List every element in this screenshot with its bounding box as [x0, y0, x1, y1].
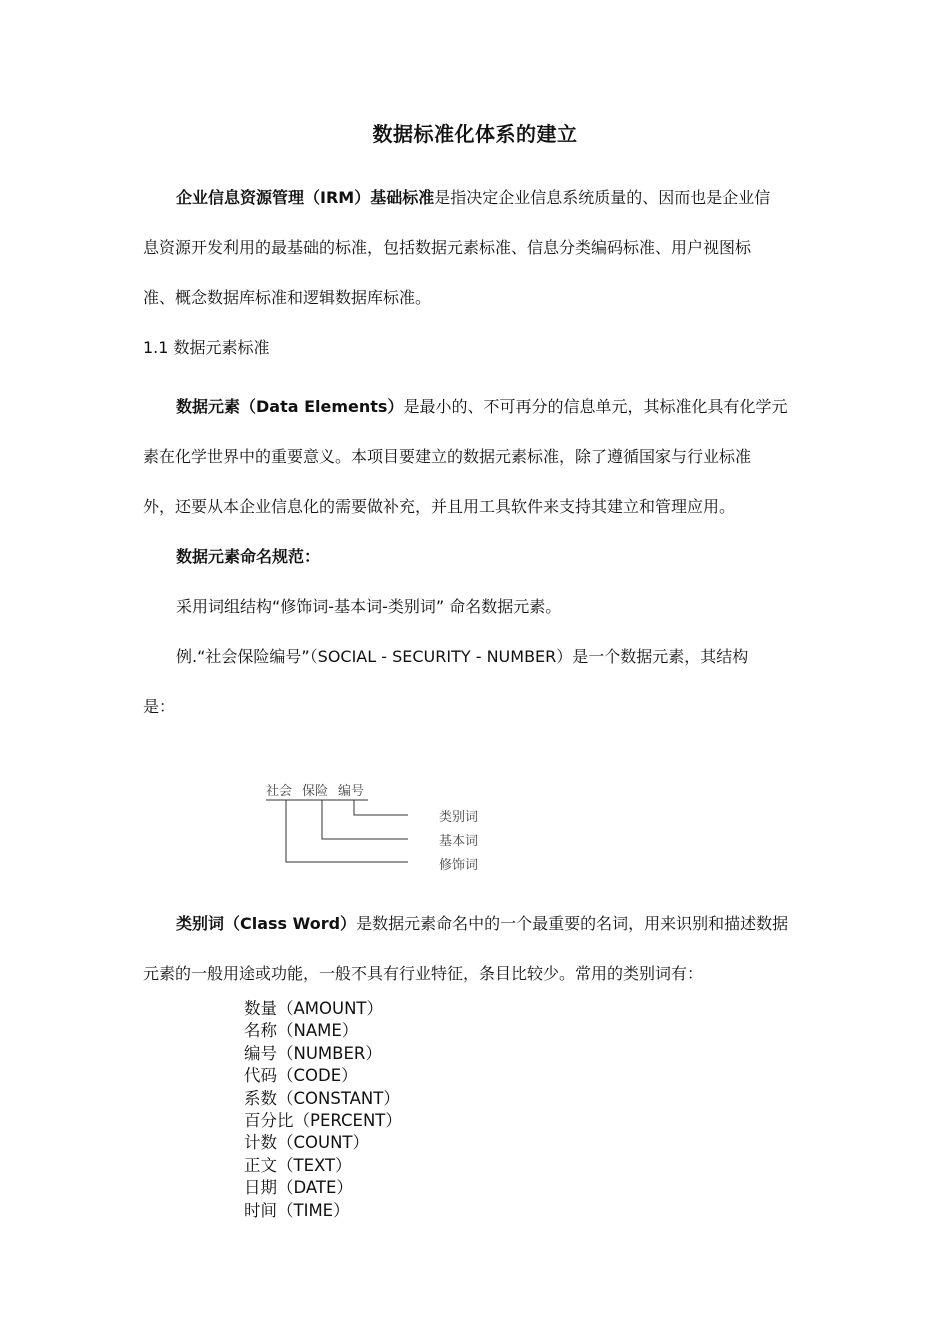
label-modifier-word: 修饰词: [439, 858, 479, 873]
list-item: 日期（DATE）: [244, 1178, 353, 1198]
paragraph-data-elements-line-1: [176, 396, 787, 418]
word-social: 社会: [266, 784, 293, 799]
list-item: 名称（NAME）: [244, 1021, 359, 1041]
paragraph-irm-line-1: [176, 187, 770, 209]
naming-heading: 数据元素命名规范：: [176, 547, 321, 566]
list-item: 代码（CODE）: [244, 1066, 358, 1086]
list-item: 百分比（PERCENT）: [244, 1111, 402, 1131]
label-base-word: 基本词: [439, 834, 479, 849]
list-item: 编号（NUMBER）: [244, 1043, 382, 1063]
structure-diagram: [260, 780, 520, 880]
data-elements-term: 数据元素（Data Elements）: [176, 397, 404, 416]
section-heading: 1.1 数据元素标准: [143, 338, 270, 357]
word-insurance: 保险: [302, 784, 329, 799]
paragraph-class-word-line-1: [176, 913, 788, 935]
list-item: 数量（AMOUNT）: [244, 999, 384, 1018]
class-word-list: [244, 998, 402, 1222]
label-class-word: 类别词: [439, 810, 479, 825]
page-title: 数据标准化体系的建立: [372, 122, 578, 146]
data-elements-text: 是最小的、不可再分的信息单元，其标准化具有化学元: [403, 397, 788, 416]
example-line-1: 例.“社会保险编号”（SOCIAL - SECURITY - NUMBER）是一个数据元素，其结构: [176, 647, 749, 666]
structure-diagram-lines: [260, 780, 520, 880]
connector-class-word: [354, 800, 408, 815]
word-number: 编号: [338, 784, 365, 799]
list-item: 计数（COUNT）: [244, 1133, 370, 1153]
connector-base-word: [322, 800, 408, 839]
paragraph-irm-line-3: 准、概念数据库标准和逻辑数据库标准。: [143, 288, 432, 307]
irm-term: 企业信息资源管理（IRM）基础标准: [176, 188, 435, 207]
paragraph-class-word-line-2: 元素的一般用途或功能，一般不具有行业特征，条目比较少。常用的类别词有：: [143, 964, 704, 983]
class-word-text: 是数据元素命名中的一个最重要的名词，用来识别和描述数据: [356, 914, 789, 933]
class-word-term: 类别词（Class Word）: [176, 914, 357, 933]
irm-text: 是指决定企业信息系统质量的、因而也是企业信: [434, 188, 771, 207]
example-line-2: 是：: [143, 697, 176, 716]
connector-modifier-word: [286, 800, 408, 862]
list-item: 时间（TIME）: [244, 1200, 350, 1220]
naming-rule: 采用词组结构“修饰词-基本词-类别词” 命名数据元素。: [176, 597, 562, 616]
paragraph-data-elements-line-2: 素在化学世界中的重要意义。本项目要建立的数据元素标准，除了遵循国家与行业标准: [143, 447, 752, 466]
list-item: 正文（TEXT）: [244, 1155, 352, 1175]
paragraph-irm-line-2: 息资源开发利用的最基础的标准，包括数据元素标准、信息分类编码标准、用户视图标: [143, 238, 752, 257]
paragraph-data-elements-line-3: 外，还要从本企业信息化的需要做补充，并且用工具软件来支持其建立和管理应用。: [143, 497, 736, 516]
list-item: 系数（CONSTANT）: [244, 1088, 400, 1108]
